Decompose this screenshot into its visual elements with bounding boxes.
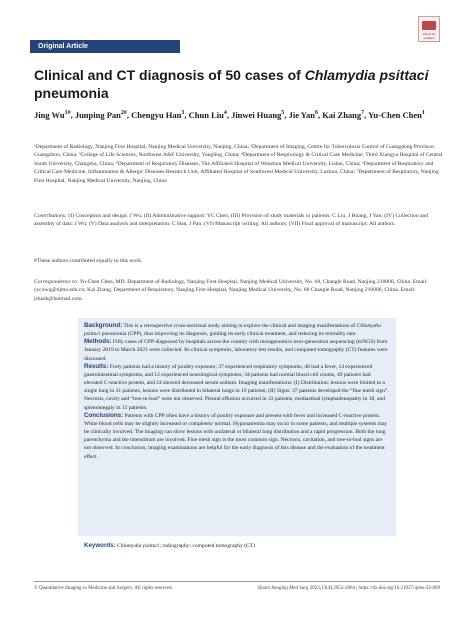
keyword-rest: ; radiography; computed tomography (CT) (159, 543, 256, 549)
article-title (34, 66, 444, 102)
author: Kai Zhang$^7$ (322, 110, 365, 120)
correspondence (34, 278, 444, 303)
correspondence-text: Yu-Chen Chen, MD. Department of Radiology, Nanjing First Hospital, Nanjing Medical University, No. 68, Changle Road, Nanjing 210006, China. Email: cycxwq@njmu.edu.cn; Kai Zhang. Department of Respiratory, Nanjing First Hospital, Nanjing Medical University, No. 68 Changle Road, Nanjing 210006, China. Email: jshazk@hotmail.com. (34, 279, 428, 302)
author-list: Jing $Wu^{1\#}$, Junping Pan$^{2\#}$, Chengyu Han$^3$, Chun Liu$^4$, Jinwei Huang$^5$, Jie Yan$^6$, Kai Zhang$^7$, Yu-Chen Chen$^1$ (34, 110, 425, 120)
logo-text: Check for updates (422, 32, 436, 40)
keyword-italic: Chlamydia psittaci (117, 543, 160, 549)
background-heading: Background: (84, 322, 123, 329)
author: Yu-Chen Chen$^1$ (368, 110, 425, 120)
title-main: Clinical and CT diagnosis of 50 cases of (34, 67, 305, 83)
abstract-results: Results: Forty patients had a history of poultry exposure; 37 experienced respiratory symptoms, 48 had a fever, 14 experienced gastrointestinal symptoms, and 12 experienced neurological symptoms; 34 patients had normal blood cell counts, 49 patients had elevated C-reactive protein, and 24 showed decreased serum sodium. Imaging manifestations: (I) Distribution: lesions were limited to a single lung in 31 patients, lesions were distributed in bilateral lungs in 19 patients; (II) Signs: 37 patients developed the “fine mesh sign”. Necrosis, cavity and “tree-in-bud” were not observed. Pleural effusion occurred in 33 patients, mediastinal lymphadenopathy in 18, and splenomegaly in 15 patients. (84, 362, 389, 411)
author: Jinwei Huang$^5$ (231, 110, 285, 120)
conclusions-heading: Conclusions: (84, 411, 124, 419)
keywords (84, 542, 402, 550)
contributions-text: (I) Conception and design: J Wu; (II) Administrative support: YC Chen; (III) Provision of study materials or patients: C Liu, J Huang, J Yan; (IV) Collection and assembly of data: J Wu; (V) Data analysis and interpretation: C Han, J Pan; (VI) Manuscript writing: All authors; (VII) Final approval of manuscript: All authors. (34, 213, 429, 228)
contributions (34, 212, 444, 229)
author: Chun Liu$^4$ (188, 110, 227, 120)
title-italic: Chlamydia psittaci (304, 67, 429, 83)
results-heading: Results: (84, 362, 109, 370)
author: Junping Pan$^{2\#}$ (74, 110, 127, 120)
equal-contribution-note: #These authors contributed equally to this work. (34, 258, 143, 264)
correspondence-label: Correspondence to: (34, 279, 79, 285)
keywords-heading: Keywords: (84, 542, 116, 549)
abstract-conclusions: Conclusions: Patients with CPP often have a history of poultry exposure and present with fever and increased C-reactive protein. White blood cells may be slightly increased or completely normal. Hyponatremia may occur in some patients, and multiple systems may be clinically involved. The imaging can show lesions with unilateral or bilateral lung distribution and a rapid progression. Both the lung parenchyma and the interstitium are involved. Fine mesh sign is the most common sign. Necrosis, cavitation, and tree-in-bud signs are not observed. In conclusion, imaging examinations are helpful for the early diagnosis of this disease and the evaluation of the treatment effect. (84, 411, 388, 460)
contributions-label: Contributions: (34, 213, 67, 219)
author: Jing $Wu^{1\#}$ (34, 110, 71, 120)
methods-heading: Methods: (84, 338, 112, 346)
article-type-badge: Original Article (30, 40, 180, 53)
abstract-background: Background: This is a retrospective cross-sectional study aiming to explore the clinical and imaging manifestations of Chlamydia psittaci pneumonia (CPP), thus improving its diagnosis, guiding its early clinical treatment, and reducing its mortality rate. (84, 322, 381, 338)
title-end: pneumonia (34, 85, 109, 101)
footer-divider (34, 581, 440, 582)
check-for-updates-logo[interactable] (418, 16, 440, 42)
author: Chengyu Han$^3$ (131, 110, 185, 120)
abstract-methods: Methods: Fifty cases of CPP diagnosed by hospitals across the country with metagenomics next-generation sequencing (mNGS) from January 2019 to March 2021 were collected. Its clinical symptoms, laboratory test results, and computed tomography (CT) features were discussed. (84, 338, 388, 362)
logo-mark-icon (422, 21, 436, 30)
affiliations: ¹Department of Radiology, Nanjing First Hospital, Nanjing Medical University, Nanjing, China; ²Department of Imaging, Centre for Tuberculosis Control of Guangdong Province, Guangzhou, China; ³College of Life Sciences, Northwest A&F University, Yangling, China; ⁴Department of Respirology & Critical Care Medicine, Third Xiangya Hospital of Central South University, Changsha, China; ⁵Department of Respiratory Diseases, The Affiliated Hospital of Wenzhou Medical University, Lishui, China; ⁶Department of Respiratory and Critical Care Medicine, Inflammation & Allergic Diseases Research Unit, Affiliated Hospital of Southwest Medical University, Luzhou, China; ⁷Department of Respiratory, Nanjing First Hospital, Nanjing Medical University, Nanjing, China (34, 144, 443, 184)
footer-citation[interactable]: Quant Imaging Med Surg 2023;13(4):2053-2064 | https://dx.doi.org/10.21037/qims-22-809 (257, 586, 440, 591)
footer-copyright: © Quantitative Imaging in Medicine and Surgery. All rights reserved. (34, 586, 173, 591)
author: Jie Yan$^6$ (288, 110, 318, 120)
abstract-box (78, 318, 396, 536)
